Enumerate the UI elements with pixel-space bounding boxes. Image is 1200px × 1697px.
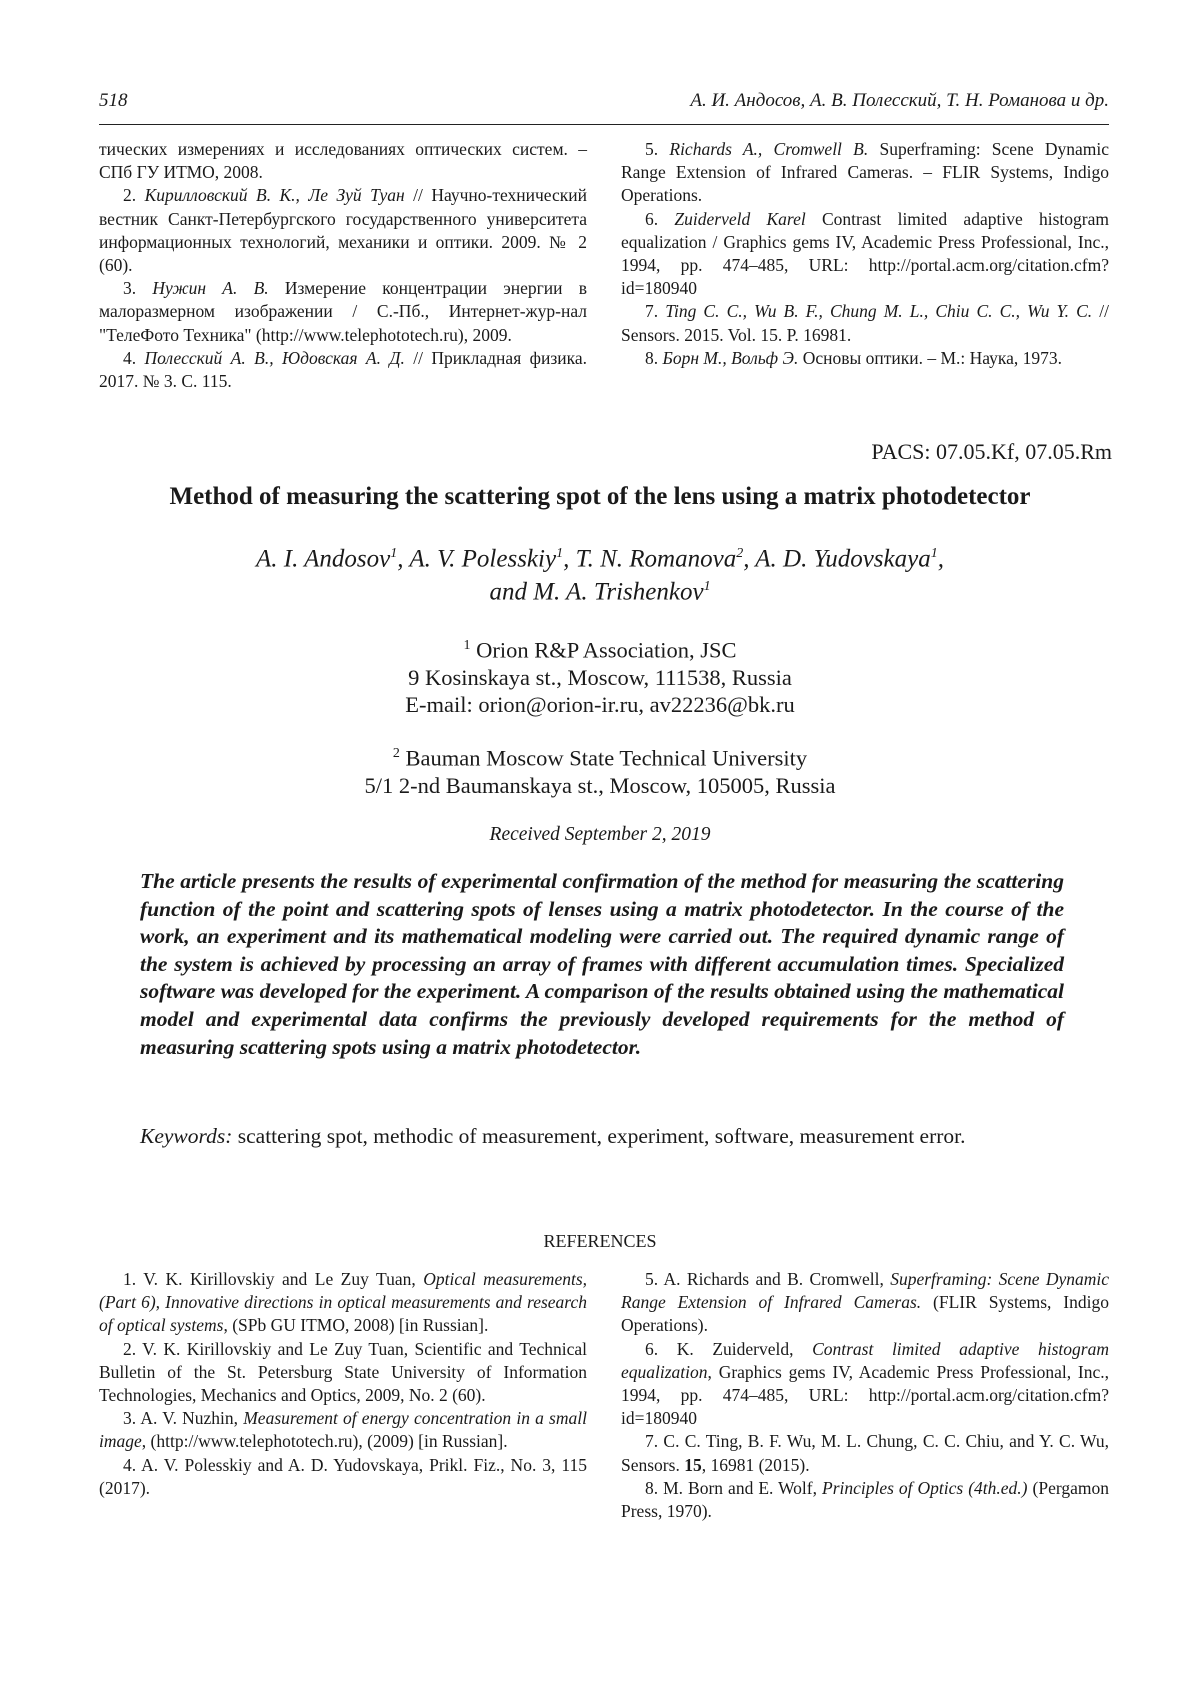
reference-item: 6. K. Zuiderveld, Contrast limited adaptive histogram equalization, Graphics gems IV, Academic Press Professional, Inc., 1994, pp. 474–485, URL: http://portal.acm.org/citation.cfm?id=180940 (621, 1338, 1109, 1431)
ru-reference: 6. Zuiderveld Karel Contrast limited adaptive histogram equalization / Graphics gems IV, Academic Press Professional, Inc., 1994, pp. 474–485, URL: http://portal.acm.org/citation.cfm?id=180940 (621, 208, 1109, 301)
author: T. N. Romanova (576, 545, 737, 572)
affiliation-name: Bauman Moscow State Technical University (405, 746, 807, 771)
abstract: The article presents the results of experimental confirmation of the method for measuring the scattering function of the point and scattering spots of lenses using a matrix photodetector. In the course of the work, an experiment and its mathematical modeling were carried out. The required dynamic range of the system is achieved by processing an array of frames with different accumulation times. Specialized software was developed for the experiment. A comparison of the results obtained using the mathematical model and experimental data confirms the previously developed requirements for the method of measuring scattering spots using a matrix photodetector. (140, 868, 1064, 1061)
ru-reference: 4. Полесский А. В., Юдовская А. Д. // Прикладная физика. 2017. № 3. С. 115. (99, 347, 587, 393)
references-heading: REFERENCES (0, 1231, 1200, 1252)
reference-item: 4. A. V. Polesskiy and A. D. Yudovskaya, Prikl. Fiz., No. 3, 115 (2017). (99, 1454, 587, 1500)
reference-item: 1. V. K. Kirillovskiy and Le Zuy Tuan, Optical measurements, (Part 6), Innovative directions in optical measurements and research of optical systems, (SPb GU ITMO, 2008) [in Russian]. (99, 1268, 587, 1338)
keywords-text: scattering spot, methodic of measurement, experiment, software, measurement error. (232, 1124, 965, 1148)
reference-item: 5. A. Richards and B. Cromwell, Superframing: Scene Dynamic Range Extension of Infrared Cameras. (FLIR Systems, Indigo Operations). (621, 1268, 1109, 1338)
pacs-codes: PACS: 07.05.Kf, 07.05.Rm (871, 439, 1112, 465)
ru-reference: тических измерениях и исследованиях оптических систем. – СПб ГУ ИТМО, 2008. (99, 138, 587, 184)
author: and M. A. Trishenkov (489, 579, 703, 606)
en-references-left (99, 1268, 587, 1500)
affiliation-address: 5/1 2-nd Baumanskaya st., Moscow, 105005, Russia (0, 772, 1200, 799)
running-header (99, 90, 1109, 120)
affiliation-1: 1 Orion R&P Association, JSC 9 Kosinskaya st., Moscow, 111538, Russia E-mail: orion@orion-ir.ru, av22236@bk.ru (0, 632, 1200, 718)
ru-references-right (621, 138, 1109, 370)
affiliation-address: 9 Kosinskaya st., Moscow, 111538, Russia (0, 664, 1200, 691)
affiliation-name: Orion R&P Association, JSC (476, 638, 736, 663)
reference-item: 8. M. Born and E. Wolf, Principles of Optics (4th.ed.) (Pergamon Press, 1970). (621, 1477, 1109, 1523)
ru-reference: 5. Richards A., Cromwell B. Superframing: Scene Dynamic Range Extension of Infrared Cameras. – FLIR Systems, Indigo Operations. (621, 138, 1109, 208)
keywords (140, 1123, 1064, 1150)
ru-reference: 2. Кирилловский В. К., Ле Зуй Туан // Научно-технический вестник Санкт-Петербургского государственного университета информационных технологий, механики и оптики. 2009. № 2 (60). (99, 184, 587, 277)
reference-item: 2. V. K. Kirillovskiy and Le Zuy Tuan, Scientific and Technical Bulletin of the St. Petersburg State University of Information Technologies, Mechanics and Optics, 2009, No. 2 (60). (99, 1338, 587, 1408)
page-number: 518 (99, 90, 128, 112)
ru-reference: 3. Нужин А. В. Измерение концентрации энергии в малоразмерном изображении / С.-Пб., Интернет-жур-нал "ТелеФото Техника" (http://www.telephototech.ru), 2009. (99, 277, 587, 347)
received-date: Received September 2, 2019 (0, 824, 1200, 846)
keywords-label: Keywords: (140, 1124, 232, 1148)
header-rule (99, 124, 1109, 125)
reference-item: 7. C. C. Ting, B. F. Wu, M. L. Chung, C. C. Chiu, and Y. C. Wu, Sensors. 15, 16981 (2015). (621, 1430, 1109, 1476)
ru-references-left (99, 138, 587, 393)
author: A. V. Polesskiy (409, 545, 556, 572)
running-authors: А. И. Андосов, А. В. Полесский, Т. Н. Романова и др. (690, 90, 1109, 112)
reference-item: 3. A. V. Nuzhin, Measurement of energy concentration in a small image, (http://www.telephototech.ru), (2009) [in Russian]. (99, 1407, 587, 1453)
author: A. I. Andosov (256, 545, 390, 572)
ru-reference: 8. Борн М., Вольф Э. Основы оптики. – М.: Наука, 1973. (621, 347, 1109, 370)
ru-reference: 7. Ting C. C., Wu B. F., Chung M. L., Chiu C. C., Wu Y. C. // Sensors. 2015. Vol. 15. P. 16981. (621, 300, 1109, 346)
en-references-right (621, 1268, 1109, 1523)
affiliation-email: E-mail: orion@orion-ir.ru, av22236@bk.ru (0, 691, 1200, 718)
author: A. D. Yudovskaya (755, 545, 930, 572)
article-title: Method of measuring the scattering spot of the lens using a matrix photodetector (0, 483, 1200, 511)
author-list: A. I. Andosov1, A. V. Polesskiy1, T. N. Romanova2, A. D. Yudovskaya1, and M. A. Trishenkov1 (0, 540, 1200, 607)
affiliation-2: 2 Bauman Moscow State Technical University 5/1 2-nd Baumanskaya st., Moscow, 105005, Russia (0, 740, 1200, 799)
